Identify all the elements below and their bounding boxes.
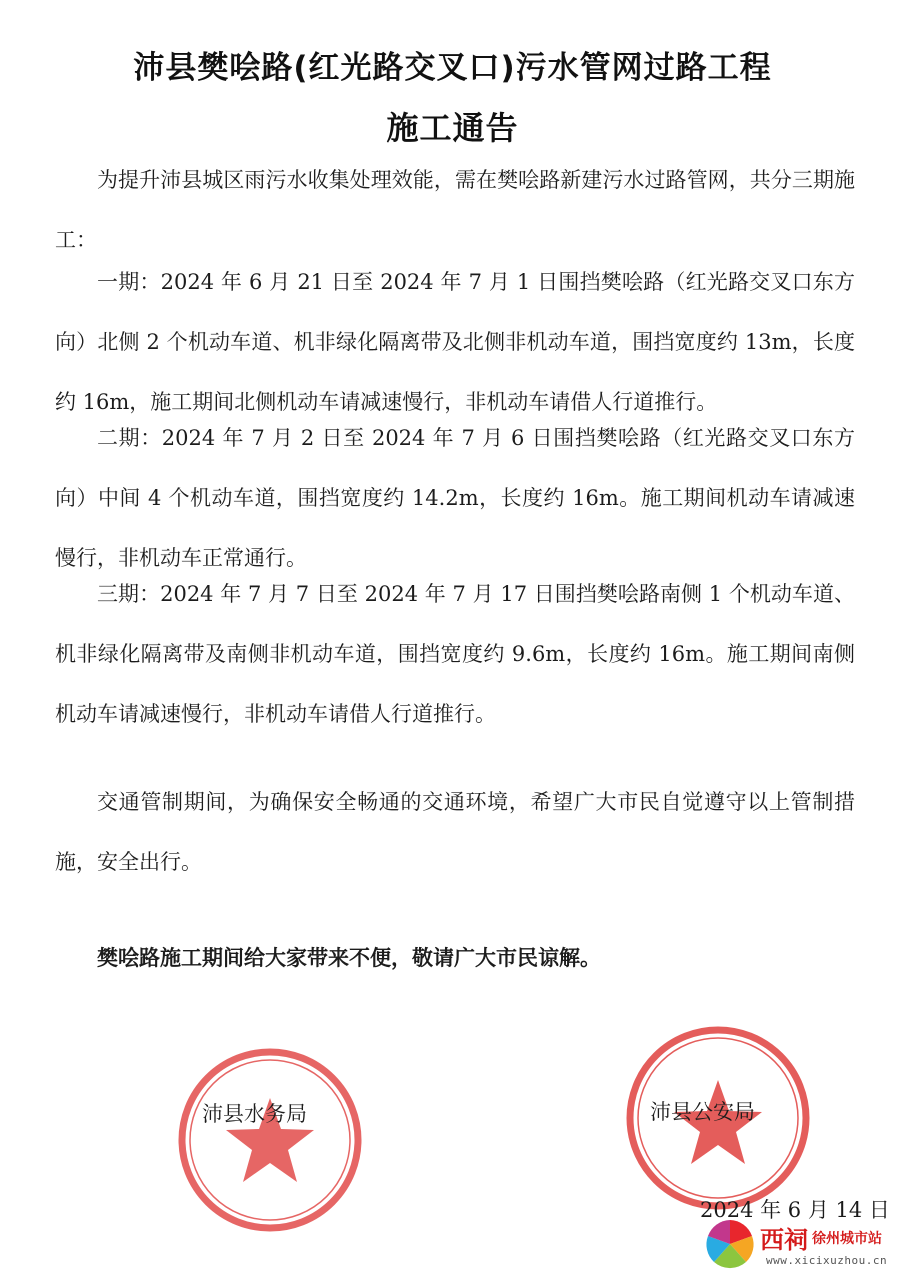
site-watermark	[700, 1214, 900, 1276]
intro-paragraph: 为提升沛县城区雨污水收集处理效能，需在樊哙路新建污水过路管网，共分三期施工：	[55, 168, 855, 252]
watermark-city-site: 徐州城市站	[812, 1231, 882, 1247]
pinwheel-logo-icon	[702, 1216, 758, 1272]
phase1-paragraph: 一期：2024 年 6 月 21 日至 2024 年 7 月 1 日围挡樊哙路（红光路交叉口东方向）北侧 2 个机动车道、机非绿化隔离带及北侧非机动车道，围挡宽度约 13m，长度约 16m，施工期间北侧机动车请减速慢行，非机动车请借人行道推行。	[55, 270, 855, 414]
watermark-url: www.xicixuzhou.cn	[766, 1254, 888, 1267]
phase3-paragraph: 三期：2024 年 7 月 7 日至 2024 年 7 月 17 日围挡樊哙路南侧 1 个机动车道、机非绿化隔离带及南侧非机动车道，围挡宽度约 9.6m，长度约 16m。施工期间南侧机动车请减速慢行，非机动车请借人行道推行。	[55, 582, 855, 726]
police-bureau-signature: 沛县公安局	[650, 1100, 755, 1124]
apology-paragraph: 樊哙路施工期间给大家带来不便，敬请广大市民谅解。	[97, 945, 601, 970]
phase2-paragraph: 二期：2024 年 7 月 2 日至 2024 年 7 月 6 日围挡樊哙路（红光路交叉口东方向）中间 4 个机动车道，围挡宽度约 14.2m，长度约 16m。施工期间机动车请减速慢行，非机动车正常通行。	[55, 426, 855, 570]
traffic-notice-paragraph: 交通管制期间，为确保安全畅通的交通环境，希望广大市民自觉遵守以上管制措施，安全出行。	[55, 790, 855, 874]
notice-title-line2: 施工通告	[386, 109, 519, 147]
watermark-brand: 西祠	[760, 1226, 808, 1254]
water-bureau-signature: 沛县水务局	[202, 1102, 307, 1126]
water-bureau-seal	[170, 1040, 370, 1240]
notice-title-line1: 沛县樊哙路(红光路交叉口)污水管网过路工程	[133, 50, 772, 86]
issue-date: 2024 年 6 月 14 日	[700, 1198, 890, 1222]
